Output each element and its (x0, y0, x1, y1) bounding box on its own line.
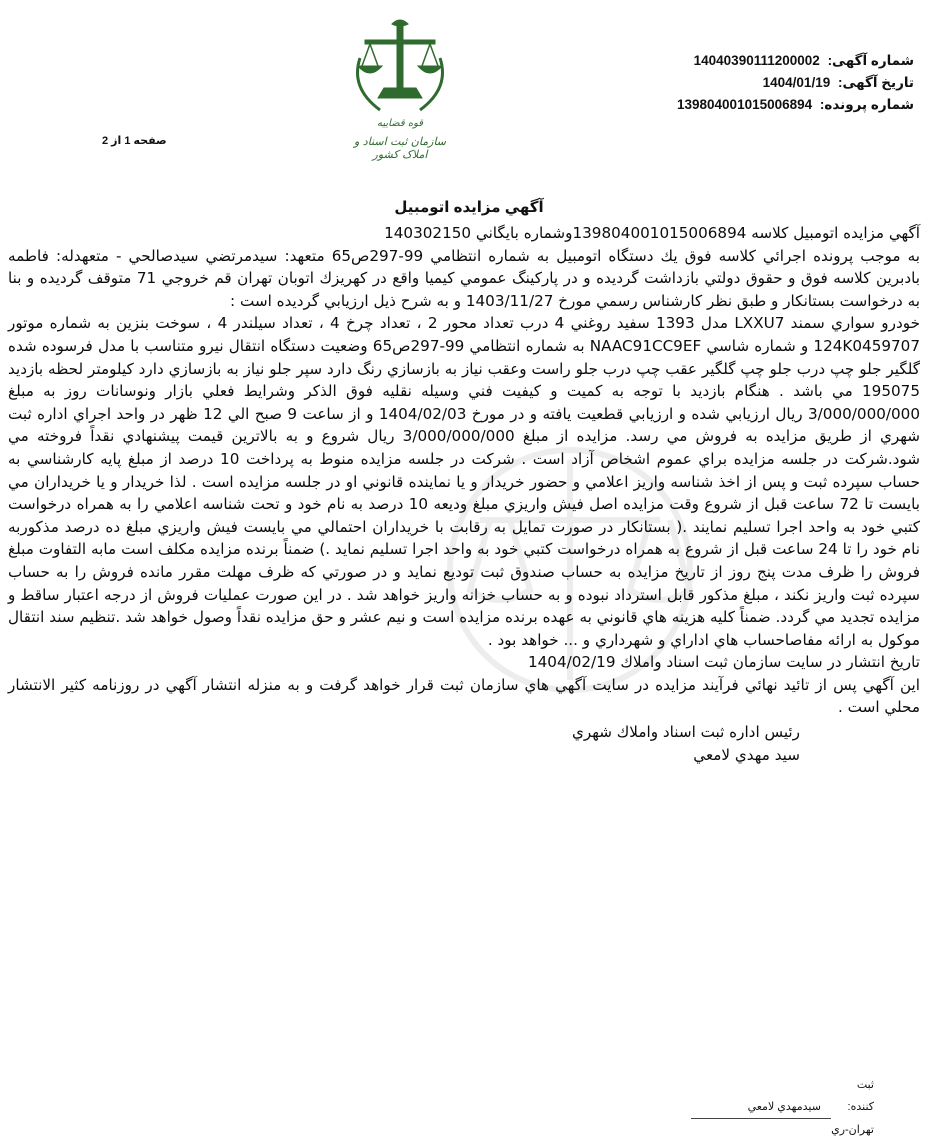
page-title: آگهي مزايده اتومبيل (394, 199, 544, 216)
file-number: 139804001015006894 (677, 97, 813, 112)
body-paragraph: اين آگهي پس از تائيد نهائي فرآيند مزايده در سايت آگهي هاي سازمان ثبت قرار خواهد گرفت و به منزله انتشار آگهي در روزنامه كثير الانتشار محلي است . (8, 675, 920, 717)
signature-block (8, 721, 800, 766)
signature-title: رئيس اداره ثبت اسناد واملاك شهري (571, 723, 800, 742)
notice-date-row (677, 72, 914, 94)
emblem-caption: قوه قضاییه سازمان ثبت اسناد و املاک کشور (353, 118, 447, 161)
footer (691, 1074, 874, 1141)
notice-number: 14040390111200002 (693, 53, 820, 68)
signature-name: سيد مهدي لامعي (693, 745, 800, 764)
notice-body (8, 222, 920, 766)
notice-date: 1404/01/19 (762, 75, 831, 90)
file-number-label: شماره پرونده: (819, 97, 914, 112)
location: تهران-ري (831, 1124, 874, 1136)
file-number-row (677, 94, 914, 116)
body-paragraph: تاريخ انتشار در سايت سازمان ثبت اسناد واملاك 1404/02/19 (527, 653, 920, 672)
body-paragraph: آگهي مزايده اتومبيل كلاسه 139804001015006894وشماره بايگاني 140302150 (384, 224, 920, 242)
body-paragraph: به موجب پرونده اجرائي كلاسه فوق يك دستگاه اتومبيل به شماره انتظامي 99-297ص65 متعهد: سیدمرتضي سيدصالحي - متعهدله: فاطمه بادبرين كلاسه فوق و حقوق دولتي بازداشت گرديده و در پاركينگ عمومي كيميا واقع در كهريزك اتوبان تهران قم خروجي 71 متوقف گرديده و بنا به درخواست بستانكار و طبق نظر كارشناس رسمي مورخ 1403/11/27 و به شرح ذيل ارزيابي گرديده است : (8, 246, 920, 310)
registrar-label: ثبت كننده: (847, 1079, 874, 1113)
notice-number-row (677, 50, 914, 72)
body-paragraph: خودرو سواري سمند LXXU7 مدل 1393 سفيد روغني 4 درب تعداد محور 2 ، تعداد چرخ 4 ، تعداد سيلندر 4 ، سوخت بنزين به شماره موتور 124K0459707 و شماره شاسي NAAC91CC9EF به شماره انتظامي 99-297ص65 وضعيت دستگاه انتقال نيرو متناسب با مدل فرسوده شده گلگير جلو چپ درب جلو چپ گلگير عقب چپ درب جلو راست وعقب نياز به بازسازي رنگ دارد سپر جلو نياز به بازسازي دارد كيلومتر لحظه بازديد 195075 مي باشد . هنگام بازديد با توجه به كميت و كيفيت فني وسيله نقليه فوق الذكر وشرايط فعلي بازار ونوسانات روز به مبلغ 3/000/000/000 ريال ارزيابي شده و ارزيابي قطعيت يافته و در مورخ 1404/02/03 و از ساعت 9 صبح الي 12 ظهر در واحد اجراي اداره ثبت شهري از طريق مزايده به فروش مي رسد. مزايده از مبلغ 3/000/000/000 ريال شروع و به بالاترين قيمت پيشنهادي نقداً فروخته مي شود.شركت در جلسه مزايده براي عموم اشخاص آزاد است . شركت در جلسه مزايده منوط به پرداخت 10 درصد از مبلغ پايه كارشناسي به حساب سپرده ثبت و پس از اخذ شناسه واريز اعلامي و حضور خريدار و يا نماينده قانوني او در جلسه مزايده است . لذا خريدار و يا خريداران مي بايست تا 72 ساعت قبل از شروع وقت مزايده اصل فيش واريزي مبلغ وديعه 10 درصد به نام خود و تحت شناسه اعلامي را به همراه درخواست كتبي خود به واحد اجرا تسليم نمايند .( بستانكار در صورت تمايل به رقابت با خريداران احتمالي مي بايست فيش واريزي مبلغ ده درصد مذكوربه نام خود را تا 24 ساعت قبل از شروع به همراه درخواست كتبي خود به واحد اجرا تسليم نمايد .) ضمناً برنده مزايده مكلف است مابه التفاوت مبلغ فروش را ظرف مدت پنج روز از تاريخ مزايده به حساب صندوق ثبت توديع نمايد و در صورتي كه ظرف مهلت مقرر مانده فروش را به حساب سپرده ثبت واريز نكند ، مبلغ مذكور قابل استرداد نبوده و به حساب خزانه واريز خواهد شد . در اين صورت عمليات فروش از درجه اعتبار ساقط و مزايده تجديد مي گردد. ضمناً كليه هزينه هاي قانوني به عهده برنده مزايده است و نيم عشر و حق مزايده نقداً وصول خواهد شد .تنظيم سند انتقال موكول به ارائه مفاصاحساب هاي اداراي و شهرداري و ... خواهد بود . (8, 314, 921, 649)
notice-number-label: شماره آگهی: (827, 53, 914, 68)
registrar-row (691, 1074, 874, 1119)
notice-metadata (677, 50, 914, 116)
registrar-name: سيدمهدي لامعي (691, 1096, 831, 1119)
page-number: صفحه 1 از 2 (102, 135, 167, 147)
notice-date-label: تاریخ آگهی: (837, 75, 914, 90)
